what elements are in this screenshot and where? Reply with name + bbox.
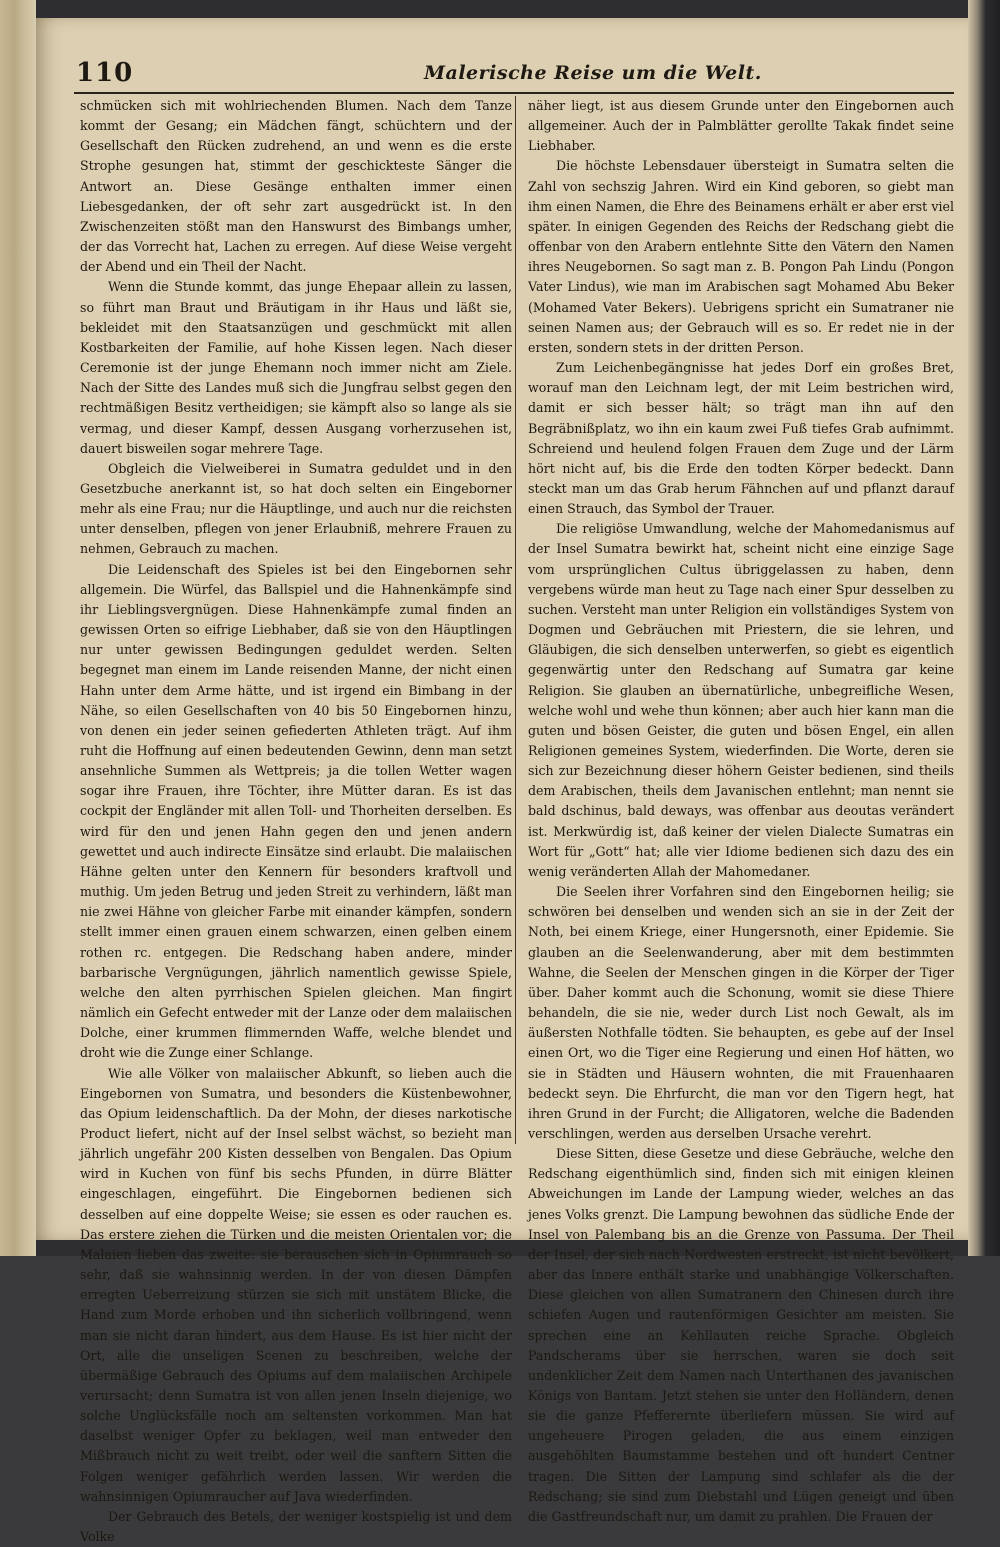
header-rule xyxy=(74,92,954,94)
paragraph: Wenn die Stunde kommt, das junge Ehepaar allein zu lassen, so führt man Braut und Bräutigam in ihr Haus und läßt sie, bekleidet mit den Staatsanzügen und geschmückt mit allen Kostbarkeiten der Familie, auf hohe Kissen legen. Nach dieser Ceremonie ist der junge Ehemann noch immer nicht am Ziele. Nach der Sitte des Landes muß sich die Jungfrau selbst gegen den rechtmäßigen Besitz vertheidigen; sie kämpft also so lange als sie vermag, und dieser Kampf, dessen Ausgang vorherzusehen ist, dauert bisweilen sogar mehrere Tage. xyxy=(80,279,512,456)
page-number: 110 xyxy=(76,58,134,88)
paragraph: Die höchste Lebensdauer übersteigt in Sumatra selten die Zahl von sechszig Jahren. Wird ein Kind geboren, so giebt man ihm einen Namen, die Ehre des Beinamens erhält er aber erst viel später. In einigen Gegenden des Reichs der Redschang giebt die offenbar von den Arabern entlehnte Sitte den Vätern den Namen ihres Neugebornen. So sagt man z. B. Pongon Pah Lindu (Pongon Vater Lindus), wie man im Arabischen sagt Mohamed Abu Beker (Mohamed Vater Bekers). Uebrigens spricht ein Sumatraner nie seinen Namen aus; der Gebrauch will es so. Er redet nie in der ersten, sondern stets in der dritten Person. xyxy=(528,158,954,355)
paragraph: schmücken sich mit wohlriechenden Blumen. Nach dem Tanze kommt der Gesang; ein Mädchen fängt, schüchtern und der Gesellschaft den Rücken zudrehend, an und wenn es die erste Strophe gesungen hat, stimmt der geschickteste Sänger die Antwort an. Diese Gesänge enthalten immer einen Liebesgedanken, der oft sehr zart ausgedrückt ist. In den Zwischenzeiten stößt man den Hanswurst des Bimbangs umher, der das Vorrecht hat, Lachen zu erregen. Auf diese Weise vergeht der Abend und ein Theil der Nacht. xyxy=(80,98,512,275)
binding-edge xyxy=(968,0,1000,1256)
left-column xyxy=(80,96,512,1545)
paragraph: Die Leidenschaft des Spieles ist bei den Eingebornen sehr allgemein. Die Würfel, das Ballspiel und die Hahnenkämpfe sind ihr Lieblingsvergnügen. Diese Hahnenkämpfe zumal finden an gewissen Orten so eifrige Liebhaber, daß sie von den Häuptlingen nur unter gewissen Bedingungen geduldet werden. Selten begegnet man einem im Lande reisenden Manne, der nicht einen Hahn unter dem Arme hätte, und ist irgend ein Bimbang in der Nähe, so eilen Gesellschaften von 40 bis 50 Eingebornen hinzu, von denen ein jeder seinen gefiederten Athleten trägt. Auf ihm ruht die Hoffnung auf einen bedeutenden Gewinn, denn man setzt ansehnliche Summen als Wettpreis; ja die tollen Wetter wagen sogar ihre Frauen, ihre Töchter, ihre Mütter daran. Es ist das cockpit der Engländer mit allen Toll- und Thorheiten derselben. Es wird für den und jenen Hahn gegen den und jenen andern gewettet und auch indirecte Einsätze sind erlaubt. Die malaiischen Hähne gelten unter den Kennern für besonders kraftvoll und muthig. Um jeden Betrug und jeden Streit zu verhindern, läßt man nie zwei Hähne von gleicher Farbe mit einander kämpfen, sondern stellt immer einen grauen einem schwarzen, einen gelben einem rothen rc. entgegen. Die Redschang haben andere, minder barbarische Vergnügungen, jährlich namentlich gewisse Spiele, welche den alten pyrrhischen Spielen gleichen. Man fingirt nämlich ein Gefecht entweder mit der Lanze oder dem malaiischen Dolche, einer krummen flimmernden Waffe, welche blendet und droht wie die Zunge einer Schlange. xyxy=(80,561,512,1061)
paragraph: Der Gebrauch des Betels, der weniger kostspielig ist und dem Volke xyxy=(80,1508,512,1545)
paragraph: Obgleich die Vielweiberei in Sumatra geduldet und in den Gesetzbuche anerkannt ist, so hat doch selten ein Eingeborner mehr als eine Frau; nur die Häuptlinge, und auch nur die reichsten unter denselben, pflegen von jener Erlaubniß, mehrere Frauen zu nehmen, Gebrauch zu machen. xyxy=(80,460,512,557)
paragraph: Zum Leichenbegängnisse hat jedes Dorf ein großes Bret, worauf man den Leichnam legt, der mit Leim bestrichen wird, damit er sich besser hält; so trägt man ihn auf den Begräbnißplatz, wo ihn ein kaum zwei Fuß tiefes Grab aufnimmt. Schreiend und heulend folgen Frauen dem Zuge und der Lärm hört nicht auf, bis die Erde den todten Körper bedeckt. Dann steckt man um das Grab herum Fähnchen auf und pflanzt darauf einen Strauch, das Symbol der Trauer. xyxy=(528,360,954,517)
paragraph: näher liegt, ist aus diesem Grunde unter den Eingebornen auch allgemeiner. Auch der in Palmblätter gerollte Takak findet seine Liebhaber. xyxy=(528,98,954,154)
paragraph: Wie alle Völker von malaiischer Abkunft, so lieben auch die Eingebornen von Sumatra, und besonders die Küstenbewohner, das Opium leidenschaftlich. Da der Mohn, der dieses narkotische Product liefert, nicht auf der Insel selbst wächst, so bezieht man jährlich ungefähr 200 Kisten desselben von Bengalen. Das Opium wird in Kuchen von fünf bis sechs Pfunden, in dürre Blätter eingeschlagen, eingeführt. Die Eingebornen bedienen sich desselben auf eine doppelte Weise; sie essen es oder rauchen es. Das erstere ziehen die Türken und die meisten Orientalen vor; die Malaien lieben das zweite: sie berauschen sich in Opiumrauch so sehr, daß sie wahnsinnig werden. In der von diesen Dämpfen erregten Ueberreizung stürzen sie sich mit unstätem Blicke, die Hand zum Morde erhoben und ihn sicherlich vollbringend, wenn man sie nicht daran hindert, aus dem Hause. Es ist hier nicht der Ort, alle die unseligen Scenen zu beschreiben, welche der übermäßige Gebrauch des Opiums auf dem malaiischen Archipele verursacht; denn Sumatra ist von allen jenen Inseln diejenige, wo solche Unglücksfälle noch am seltensten vorkommen. Man hat daselbst weniger Opfer zu beklagen, weil man entweder den Mißbrauch nicht zu weit treibt, oder weil die sanftern Sitten die Folgen weniger gefährlich werden lassen. Wir werden die wahnsinnigen Opiumraucher auf Java wiederfinden. xyxy=(80,1065,512,1504)
paragraph: Die Seelen ihrer Vorfahren sind den Eingebornen heilig; sie schwören bei denselben und wenden sich an sie in der Zeit der Noth, bei einem Kriege, einer Hungersnoth, einer Epidemie. Sie glauben an die Seelenwanderung, aber mit dem bestimmten Wahne, die Seelen der Menschen gingen in die Körper der Tiger über. Daher kommt auch die Schonung, womit sie diese Thiere behandeln, die sie nie, weder durch List noch Gewalt, als im äußersten Nothfalle tödten. Sie behaupten, es gebe auf der Insel einen Ort, wo die Tiger eine Regierung und einen Hof hätten, wo sie in Städten und Häusern wohnten, die mit Frauenhaaren bedeckt seyn. Die Ehrfurcht, die man vor den Tigern hegt, hat ihren Grund in der Furcht; die Alligatoren, welche die Badenden verschlingen, werden aus derselben Ursache verehrt. xyxy=(528,884,954,1141)
page-stack-edge xyxy=(0,0,36,1256)
paragraph: Diese Sitten, diese Gesetze und diese Gebräuche, welche den Redschang eigenthümlich sind, finden sich mit einigen kleinen Abweichungen im Lande der Lampung wieder, welches an das jenes Volks grenzt. Die Lampung bewohnen das südliche Ende der Insel von Palembang bis an die Grenze von Passuma. Der Theil der Insel, der sich nach Nordwesten erstreckt, ist nicht bevölkert, aber das Innere enthält starke und unabhängige Völkerschaften. Diese gleichen von allen Sumatranern den Chinesen durch ihre schiefen Augen und rautenförmigen Gesichter am meisten. Sie sprechen eine an Kehllauten reiche Sprache. Obgleich Pandscherams über sie herrschen, waren sie doch seit undenklicher Zeit dem Namen nach Unterthanen des javanischen Königs von Bantam. Jetzt stehen sie unter den Holländern, denen sie die ganze Pfefferernte überliefern müssen. Sie wird auf ungeheuere Pirogen geladen, die aus einem einzigen ausgehöhlten Baumstamme bestehen und oft hundert Centner tragen. Die Sitten der Lampung sind schlafer als die der Redschang; sie sind zum Diebstahl und Lügen geneigt und üben die Gastfreundschaft nur, um damit zu prahlen. Die Frauen der xyxy=(528,1146,954,1524)
right-column xyxy=(528,96,954,1524)
running-head xyxy=(76,58,956,92)
paragraph: Die religiöse Umwandlung, welche der Mahomedanismus auf der Insel Sumatra bewirkt hat, scheint nicht eine einzige Sage vom ursprünglichen Cultus übriggelassen zu haben, denn vergebens würde man heut zu Tage nach einer Spur desselben zu suchen. Versteht man unter Religion ein vollständiges System von Dogmen und Gebräuchen mit Priestern, die sie lehren, und Gläubigen, die sich denselben unterwerfen, so giebt es eigentlich gegenwärtig unter den Redschang auf Sumatra gar keine Religion. Sie glauben an übernatürliche, unbegreifliche Wesen, welche wohl und wehe thun können; aber auch hier kann man die guten und bösen Geister, die guten und bösen Engel, ein allen Religionen gemeines System, wiederfinden. Die Worte, deren sie sich zur Bezeichnung dieser höhern Geister bedienen, sind theils dem Arabischen, theils dem Javanischen entlehnt; man nennt sie bald dschinus, bald deways, was offenbar aus deoutas verändert ist. Merkwürdig ist, daß keiner der vielen Dialecte Sumatras ein Wort für „Gott“ hat; alle vier Idiome bedienen sich dazu des ein wenig veränderten Allah der Mahomedaner. xyxy=(528,521,954,879)
running-title: Malerische Reise um die Welt. xyxy=(424,62,762,84)
column-divider xyxy=(515,96,516,1144)
